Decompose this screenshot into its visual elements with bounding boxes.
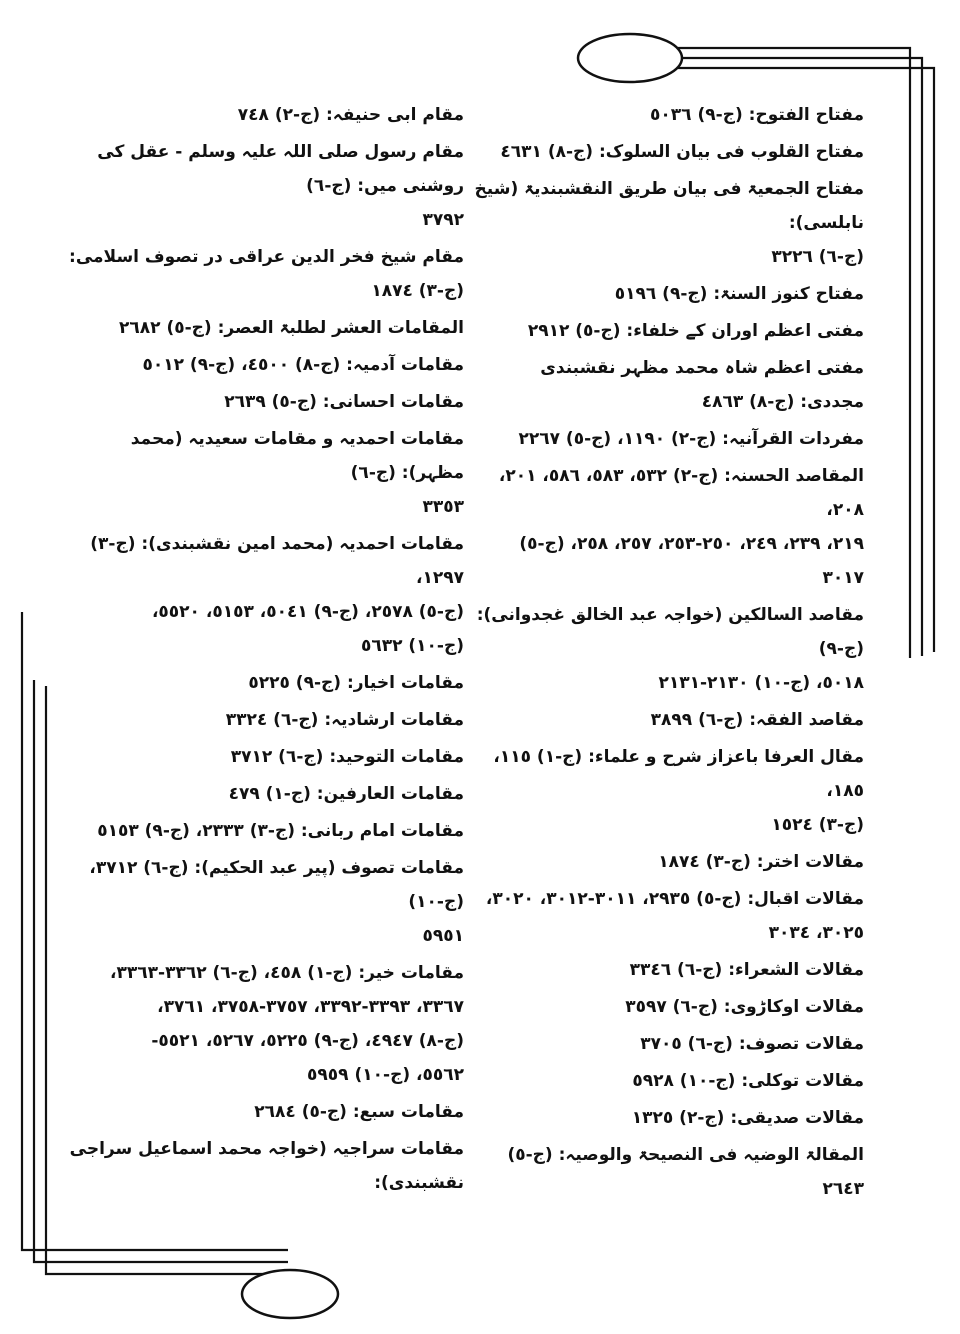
index-entry <box>474 1064 864 1098</box>
index-entry <box>69 98 464 132</box>
index-entry <box>474 882 864 950</box>
entry-line: (ج-٥) ٢٥٧٨، (ج-٩) ٥٠٤١، ٥١٥٣، ٥٥٢٠، <box>151 602 464 622</box>
entry-line: مفردات القرآنیہ: (ج-٢) ١١٩٠، (ج-٥) ٢٢٦٧ <box>518 429 864 449</box>
entry-line: مقام رسول صلی اللہ علیہ وسلم - عقل کی روشنی میں: (ج-٦) <box>97 142 464 196</box>
index-entry <box>474 172 864 274</box>
index-entry <box>69 385 464 419</box>
entry-line: مقامات امام ربانی: (ج-٣) ٢٣٣٣، (ج-٩) ٥١٥٣ <box>97 821 464 841</box>
index-entry <box>474 1027 864 1061</box>
index-entry <box>69 666 464 700</box>
index-entry <box>69 240 464 308</box>
index-entry <box>474 845 864 879</box>
index-entry <box>69 1132 464 1200</box>
entry-line: (ج-١٠) ٥٦٣٢ <box>360 636 464 656</box>
entry-line: مفتاح الفتوح: (ج-٩) ٥٠٣٦ <box>650 105 864 125</box>
entry-line: مقالات اقبال: (ج-٥) ٢٩٣٥، ٣٠١١-٣٠١٢، ٣٠٢٠، <box>485 889 864 909</box>
entry-line: مقامات سبع: (ج-٥) ٢٦٨٤ <box>254 1102 464 1122</box>
entry-line: (ج-٣) ١٥٢٤ <box>771 815 864 835</box>
index-entry <box>69 851 464 953</box>
entry-line: مقامات سراجیہ (خواجہ محمد اسماعیل سراجی نقشبندی): <box>69 1139 464 1193</box>
entry-line: مقالات الشعراء: (ج-٦) ٣٣٤٦ <box>629 960 864 980</box>
entry-line: مقامات آدمیہ: (ج-٨) ٤٥٠٠، (ج-٩) ٥٠١٢ <box>142 355 464 375</box>
entry-line: مفتی اعظم شاہ محمد مظہر نقشبندی مجددی: (ج-٨) ٤٨٦٣ <box>540 358 864 412</box>
entry-line: مقالات اختر: (ج-٣) ١٨٧٤ <box>658 852 864 872</box>
entry-line: مقامات خیر: (ج-١) ٤٥٨، (ج-٦) ٣٣٦٢-٣٣٦٣، <box>110 963 464 983</box>
entry-line: ٥٠١٨، (ج-١٠) ٢١٣٠-٢١٣١ <box>658 673 864 693</box>
entry-line: ٣٣٦٧، ٣٣٩٣-٣٣٩٢، ٣٧٥٧-٣٧٥٨، ٣٧٦١، <box>157 997 464 1017</box>
index-entry <box>69 777 464 811</box>
top-ornament-oval <box>578 34 682 82</box>
entry-line: مقال العرفا باعزاز شرح و علماء: (ج-١) ١١٥، ١٨٥، <box>493 747 864 801</box>
index-entry <box>474 98 864 132</box>
entry-line: مقامات احمدیہ و مقامات سعیدیہ (محمد مظہر): (ج-٦) <box>130 429 464 483</box>
index-entry <box>69 527 464 663</box>
entry-line: مقامات تصوف (پیر عبد الحکیم): (ج-٦) ٣٧١٢، (ج-١٠) <box>89 858 464 912</box>
index-entry <box>69 135 464 237</box>
entry-line: مقالات توکلی: (ج-١٠) ٥٩٢٨ <box>632 1071 864 1091</box>
entry-line: مقام شیخ فخر الدین عراقی در تصوف اسلامی: (ج-٣) ١٨٧٤ <box>69 247 464 301</box>
index-entry <box>69 740 464 774</box>
entry-line: مقامات التوحید: (ج-٦) ٣٧١٢ <box>230 747 464 767</box>
index-entry <box>474 703 864 737</box>
index-entry <box>69 814 464 848</box>
index-entry <box>69 1095 464 1129</box>
index-entry <box>474 1101 864 1135</box>
entry-line: (ج-٦) ٣٢٢٦ <box>771 247 864 267</box>
entry-line: مقاصد السالکین (خواجہ عبد الخالق غجدوانی): (ج-٩) <box>476 605 864 659</box>
entry-line: ٣٣٥٣ <box>422 497 464 517</box>
index-entry <box>474 422 864 456</box>
index-entry <box>474 351 864 419</box>
entry-line: مقالات صدیقی: (ج-٢) ١٣٢٥ <box>631 1108 864 1128</box>
entry-line: المقاصد الحسنہ: (ج-٢) ٥٣٢، ٥٨٣، ٥٨٦، ٢٠١، ٢٠٨، <box>498 466 864 520</box>
index-entry <box>474 277 864 311</box>
index-entry <box>474 953 864 987</box>
bottom-ornament-oval <box>242 1270 338 1318</box>
entry-line: المقالۃ الوضیہ فی النصیحۃ والوصیہ: (ج-٥) ٢٦٤٣ <box>507 1145 864 1199</box>
entry-line: مفتاح القلوب فی بیان السلوک: (ج-٨) ٤٦٣١ <box>500 142 864 162</box>
entry-line: ٣٠١٧ <box>822 568 864 588</box>
index-entry <box>69 703 464 737</box>
entry-line: ٣٧٩٢ <box>422 210 464 230</box>
entry-line: مقالات تصوف: (ج-٦) ٣٧٠٥ <box>640 1034 864 1054</box>
entry-line: (ج-٨) ٤٩٤٧، (ج-٩) ٥٢٢٥، ٥٢٦٧، ٥٥٢١- <box>151 1031 464 1051</box>
entry-line: مفتی اعظم اوران کے خلفاء: (ج-٥) ٢٩١٢ <box>527 321 864 341</box>
index-entry <box>69 956 464 1092</box>
index-entry <box>474 990 864 1024</box>
entry-line: مقالات اوکاڑوی: (ج-٦) ٣٥٩٧ <box>625 997 864 1017</box>
index-column-left <box>69 98 464 1203</box>
index-entry <box>474 459 864 595</box>
entry-line: ٢١٩، ٢٣٩، ٢٤٩، ٢٥٠-٢٥٣، ٢٥٧، ٢٥٨، (ج-٥) <box>519 534 864 554</box>
entry-line: مقاصد الفقہ: (ج-٦) ٣٨٩٩ <box>650 710 864 730</box>
entry-line: مقامات ارشادیہ: (ج-٦) ٣٣٢٤ <box>225 710 464 730</box>
entry-line: مفتاح الجمعیۃ فی بیان طریق النقشبندیۃ (شیخ نابلسی): <box>474 179 864 233</box>
entry-line: ٣٠٢٥، ٣٠٣٤ <box>768 923 864 943</box>
index-entry <box>69 348 464 382</box>
index-entry <box>69 311 464 345</box>
index-entry <box>474 1138 864 1206</box>
entry-line: مقامات العارفین: (ج-١) ٤٧٩ <box>228 784 464 804</box>
index-entry <box>69 422 464 524</box>
index-entry <box>474 740 864 842</box>
entry-line: مقامات اخیار: (ج-٩) ٥٢٢٥ <box>248 673 464 693</box>
entry-line: مقامات احمدیہ (محمد امین نقشبندی): (ج-٣) ١٢٩٧، <box>90 534 464 588</box>
index-entry <box>474 135 864 169</box>
entry-line: مفتاح کنوز السنۃ: (ج-٩) ٥١٩٦ <box>614 284 864 304</box>
entry-line: مقام ابی حنیفہ: (ج-٢) ٧٤٨ <box>237 105 464 125</box>
index-entry <box>474 314 864 348</box>
entry-line: المقامات العشر لطلبۃ العصر: (ج-٥) ٢٦٨٢ <box>119 318 464 338</box>
index-column-right <box>474 98 864 1209</box>
entry-line: ٥٥٦٢، (ج-١٠) ٥٩٥٩ <box>307 1065 464 1085</box>
entry-line: ٥٩٥١ <box>422 926 464 946</box>
index-entry <box>474 598 864 700</box>
entry-line: مقامات احسانی: (ج-٥) ٢٦٣٩ <box>224 392 464 412</box>
